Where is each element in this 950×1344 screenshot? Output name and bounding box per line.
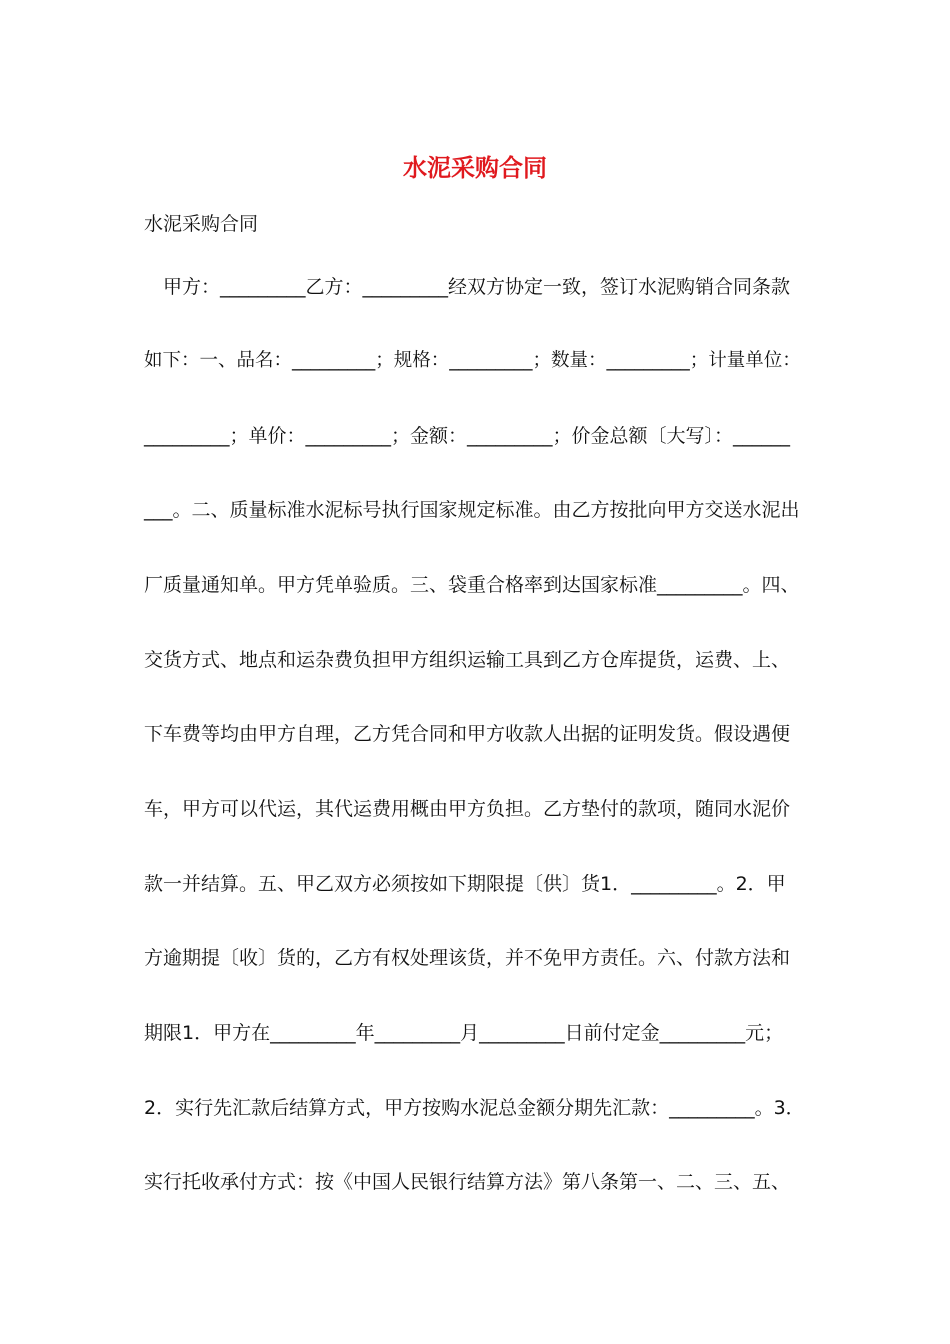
body-line: 甲方：_________乙方：_________经双方协定一致，签订水泥购销合同条款 <box>144 276 791 298</box>
body-line: 2．实行先汇款后结算方式，甲方按购水泥总金额分期先汇款：_________。3． <box>144 1097 805 1119</box>
body-line: 车，甲方可以代运，其代运费用概由甲方负担。乙方垫付的款项，随同水泥价 <box>144 798 791 820</box>
body-line: 交货方式、地点和运杂费负担甲方组织运输工具到乙方仓库提货，运费、上、 <box>144 649 791 671</box>
document-subtitle: 水泥采购合同 <box>144 213 259 235</box>
body-line: 实行托收承付方式：按《中国人民银行结算方法》第八条第一、二、三、五、 <box>144 1171 791 1193</box>
body-line: ___。二、质量标准水泥标号执行国家规定标准。由乙方按批向甲方交送水泥出 <box>144 499 800 521</box>
body-line: 期限1．甲方在_________年_________月_________日前付定金_________元； <box>144 1022 784 1044</box>
body-line: 厂质量通知单。甲方凭单验质。三、袋重合格率到达国家标准_________。四、 <box>144 574 800 596</box>
body-line: 如下：一、品名：_________；规格：_________；数量：_________；计量单位： <box>144 350 801 371</box>
body-line: 方逾期提〔收〕货的，乙方有权处理该货，并不免甲方责任。六、付款方法和 <box>144 947 791 969</box>
body-line: _________；单价：_________；金额：_________；价金总额〔大写〕：______ <box>144 425 791 447</box>
document-title: 水泥采购合同 <box>403 153 547 182</box>
body-line: 下车费等均由甲方自理，乙方凭合同和甲方收款人出据的证明发货。假设遇便 <box>144 723 791 745</box>
body-line: 款一并结算。五、甲乙双方必须按如下期限提〔供〕货1．_________。2．甲 <box>144 873 786 895</box>
